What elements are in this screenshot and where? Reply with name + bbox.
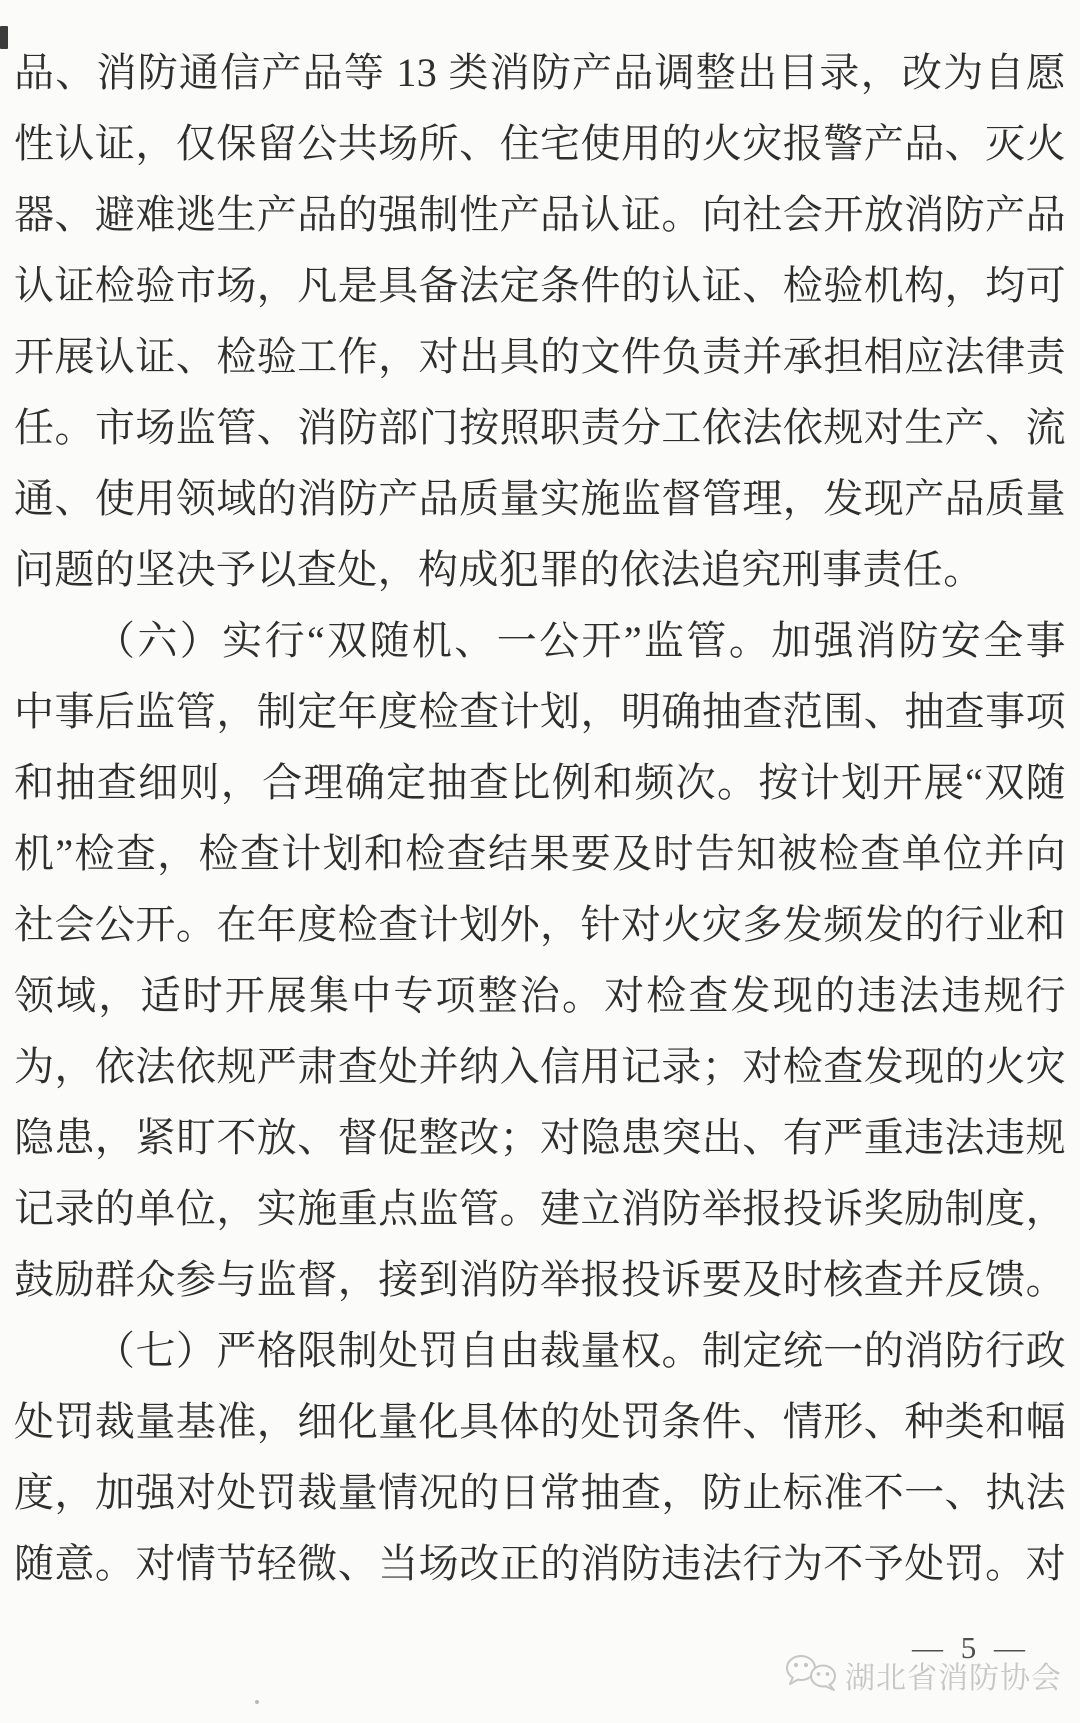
text-line: 和抽查细则，合理确定抽查比例和频次。按计划开展“双随 [14, 760, 1066, 805]
text-line: 隐患，紧盯不放、督促整改；对隐患突出、有严重违法违规 [14, 1115, 1066, 1160]
document-body [14, 37, 1066, 1599]
text-line: 处罚裁量基准，细化量化具体的处罚条件、情形、种类和幅 [14, 1399, 1066, 1444]
page-number: — 5 — [912, 1630, 1030, 1665]
text-line: 性认证，仅保留公共场所、住宅使用的火灾报警产品、灭火 [14, 121, 1066, 166]
text-line: 社会公开。在年度检查计划外，针对火灾多发频发的行业和 [14, 902, 1066, 947]
text-line: 品、消防通信产品等 13 类消防产品调整出目录，改为自愿 [14, 50, 1066, 95]
text-line: 认证检验市场，凡是具备法定条件的认证、检验机构，均可 [14, 263, 1066, 308]
text-line: 随意。对情节轻微、当场改正的消防违法行为不予处罚。对 [14, 1541, 1066, 1586]
scan-artifact [0, 26, 8, 49]
scan-speck [255, 1700, 259, 1704]
text-line: 领域，适时开展集中专项整治。对检查发现的违法违规行 [14, 973, 1066, 1018]
wechat-icon [785, 1652, 841, 1698]
text-line-paragraph-seven-start: （七）严格限制处罚自由裁量权。制定统一的消防行政 [95, 1328, 1066, 1373]
text-line-paragraph-six-start: （六）实行“双随机、一公开”监管。加强消防安全事 [95, 618, 1066, 663]
text-line: 开展认证、检验工作，对出具的文件负责并承担相应法律责 [14, 334, 1066, 379]
watermark [785, 1652, 1062, 1698]
text-line: 中事后监管，制定年度检查计划，明确抽查范围、抽查事项 [14, 689, 1066, 734]
text-line: 机”检查，检查计划和检查结果要及时告知被检查单位并向 [14, 831, 1066, 876]
text-line: 器、避难逃生产品的强制性产品认证。向社会开放消防产品 [14, 192, 1066, 237]
text-line-paragraph-end: 问题的坚决予以查处，构成犯罪的依法追究刑事责任。 [14, 547, 984, 592]
watermark-text: 湖北省消防协会 [845, 1662, 1062, 1695]
text-line: 记录的单位，实施重点监管。建立消防举报投诉奖励制度， [14, 1186, 1066, 1231]
text-line: 任。市场监管、消防部门按照职责分工依法依规对生产、流 [14, 405, 1066, 450]
text-line: 鼓励群众参与监督，接到消防举报投诉要及时核查并反馈。 [14, 1257, 1066, 1302]
text-line: 为，依法依规严肃查处并纳入信用记录；对检查发现的火灾 [14, 1044, 1066, 1089]
text-line: 度，加强对处罚裁量情况的日常抽查，防止标准不一、执法 [14, 1470, 1066, 1515]
text-line: 通、使用领域的消防产品质量实施监督管理，发现产品质量 [14, 476, 1066, 521]
